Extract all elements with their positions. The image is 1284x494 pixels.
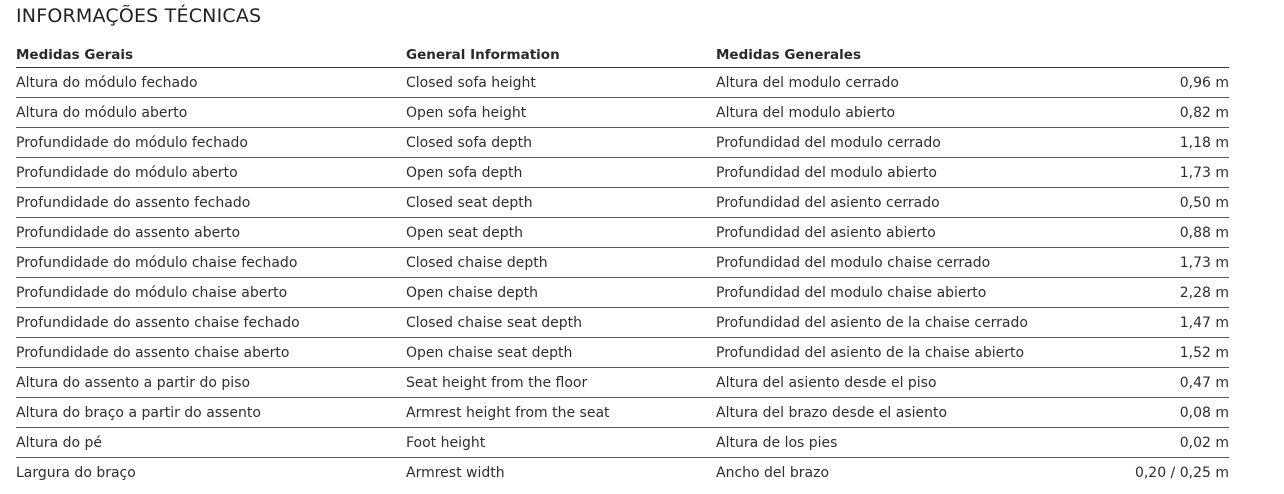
cell-english: Seat height from the floor [406, 368, 716, 398]
spec-table [16, 36, 1229, 487]
cell-value: 0,20 / 0,25 m [1134, 464, 1229, 481]
cell-portuguese: Altura do módulo fechado [16, 68, 406, 98]
cell-spanish: Altura del asiento desde el piso [716, 368, 1096, 398]
cell-portuguese: Altura do pé [16, 428, 406, 458]
page-title: INFORMAÇÕES TÉCNICAS [16, 5, 262, 27]
cell-english: Open sofa height [406, 98, 716, 128]
table-row [16, 98, 1229, 128]
cell-value: 0,88 m [1096, 218, 1229, 248]
cell-spanish: Profundidad del modulo cerrado [716, 128, 1096, 158]
cell-value: 0,02 m [1096, 428, 1229, 458]
cell-portuguese: Profundidade do módulo aberto [16, 158, 406, 188]
cell-english: Closed sofa height [406, 68, 716, 98]
cell-spanish: Altura del brazo desde el asiento [716, 398, 1096, 428]
table-row [16, 188, 1229, 218]
cell-spanish: Profundidad del asiento abierto [716, 218, 1096, 248]
cell-portuguese: Profundidade do assento aberto [16, 218, 406, 248]
cell-portuguese: Altura do braço a partir do assento [16, 398, 406, 428]
cell-english: Open chaise seat depth [406, 338, 716, 368]
cell-value: 1,52 m [1096, 338, 1229, 368]
table-row [16, 248, 1229, 278]
header-value [1096, 36, 1229, 68]
cell-spanish: Profundidad del asiento cerrado [716, 188, 1096, 218]
cell-value: 0,82 m [1096, 98, 1229, 128]
cell-english: Foot height [406, 428, 716, 458]
table-row [16, 128, 1229, 158]
table-body [16, 68, 1229, 488]
cell-spanish: Profundidad del modulo chaise cerrado [716, 248, 1096, 278]
cell-english: Open sofa depth [406, 158, 716, 188]
table-row [16, 278, 1229, 308]
header-portuguese: Medidas Gerais [16, 36, 406, 68]
cell-portuguese: Altura do assento a partir do piso [16, 368, 406, 398]
cell-value: 1,47 m [1096, 308, 1229, 338]
header-english: General Information [406, 36, 716, 68]
table-row [16, 68, 1229, 98]
cell-value: 1,73 m [1096, 158, 1229, 188]
table-row [16, 368, 1229, 398]
cell-portuguese: Profundidade do assento chaise fechado [16, 308, 406, 338]
cell-english: Closed chaise depth [406, 248, 716, 278]
cell-english: Closed sofa depth [406, 128, 716, 158]
table-row [16, 338, 1229, 368]
cell-english: Closed chaise seat depth [406, 308, 716, 338]
table-header-row [16, 36, 1229, 68]
cell-value: 0,50 m [1096, 188, 1229, 218]
cell-english: Open seat depth [406, 218, 716, 248]
cell-portuguese: Profundidade do módulo fechado [16, 128, 406, 158]
cell-spanish: Profundidad del modulo abierto [716, 158, 1096, 188]
cell-spanish: Altura del modulo abierto [716, 98, 1096, 128]
table-row [16, 218, 1229, 248]
technical-info-page [16, 0, 1229, 487]
cell-spanish: Ancho del brazo [716, 464, 830, 481]
cell-value: 0,47 m [1096, 368, 1229, 398]
cell-value: 1,18 m [1096, 128, 1229, 158]
cell-spanish: Profundidad del asiento de la chaise abierto [716, 338, 1096, 368]
cell-portuguese: Profundidade do módulo chaise aberto [16, 278, 406, 308]
cell-value: 0,08 m [1096, 398, 1229, 428]
table-row [16, 308, 1229, 338]
cell-spanish: Profundidad del asiento de la chaise cerrado [716, 308, 1096, 338]
cell-spanish: Altura de los pies [716, 428, 1096, 458]
table-row [16, 428, 1229, 458]
cell-value: 0,96 m [1096, 68, 1229, 98]
cell-value: 2,28 m [1096, 278, 1229, 308]
cell-english: Armrest width [406, 464, 505, 481]
cell-portuguese: Profundidade do assento chaise aberto [16, 338, 406, 368]
cell-value: 1,73 m [1096, 248, 1229, 278]
cell-spanish: Altura del modulo cerrado [716, 68, 1096, 98]
cell-spanish: Profundidad del modulo chaise abierto [716, 278, 1096, 308]
cell-english: Armrest height from the seat [406, 398, 716, 428]
cell-english: Open chaise depth [406, 278, 716, 308]
table-row [16, 158, 1229, 188]
header-spanish: Medidas Generales [716, 36, 1096, 68]
table-row [16, 458, 1229, 488]
cell-english: Closed seat depth [406, 188, 716, 218]
cell-portuguese: Profundidade do assento fechado [16, 188, 406, 218]
table-row [16, 398, 1229, 428]
cell-portuguese: Profundidade do módulo chaise fechado [16, 248, 406, 278]
cell-portuguese: Largura do braço [16, 464, 136, 481]
cell-portuguese: Altura do módulo aberto [16, 98, 406, 128]
